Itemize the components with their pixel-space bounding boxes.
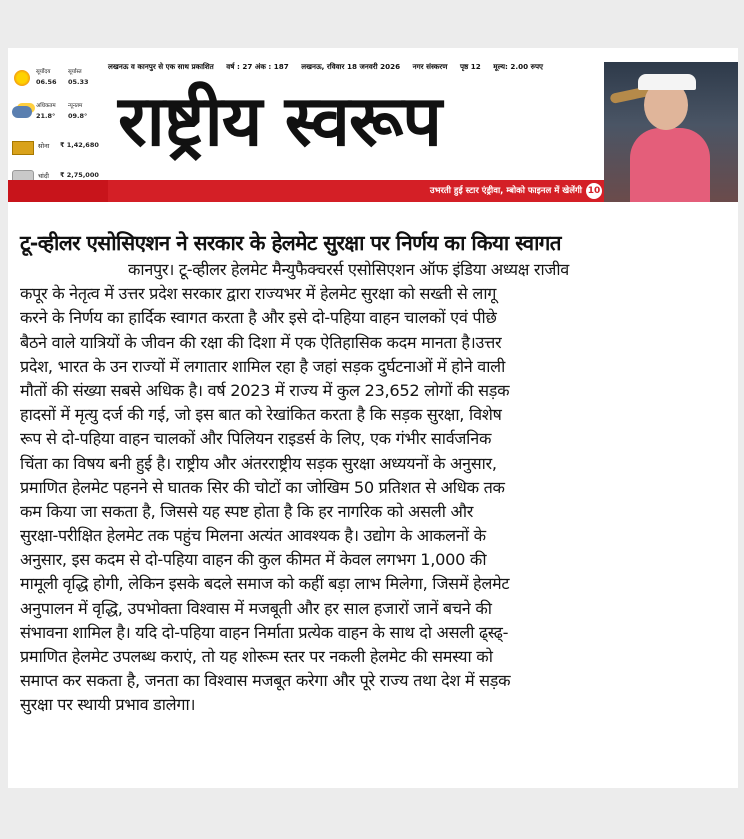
article-line: रूप से दो-पहिया वाहन चालकों और पिलियन राइडर्स के लिए, एक गंभीर सार्वजनिक	[20, 429, 492, 449]
article-line: संभावना शामिल है। यदि दो-पहिया वाहन निर्माता प्रत्येक वाहन के साथ दो असली ढ्स्ढ्-	[20, 622, 509, 642]
max-temp-label: अधिकतम	[36, 103, 56, 109]
sunrise-label: सूर्योदय	[36, 69, 51, 75]
silver-price: ₹ 2,75,000	[60, 171, 99, 179]
article-line: मामूली वृद्धि होगी, लेकिन इसके बदले समाज को कहीं बड़ा लाभ मिलेगा, जिसमें हेलमेट	[20, 574, 510, 594]
article-line: अनुसार, इस कदम से दो-पहिया वाहन की कुल कीमत में केवल लगभग 1,000 की	[20, 550, 487, 570]
teaser[interactable]	[430, 183, 602, 199]
article-line: प्रमाणित हेलमेट उपलब्ध कराएं, तो यह शोरूम स्तर पर नकली हेलमेट की समस्या को	[20, 647, 493, 666]
gold-price: ₹ 1,42,680	[60, 141, 99, 149]
silver-label: चांदी	[38, 172, 49, 180]
min-temp-label: न्यूनतम	[68, 103, 83, 109]
dateline-bar	[108, 62, 608, 76]
article-line: बैठने वाले यात्रियों के जीवन की रक्षा की दिशा में एक ऐतिहासिक कदम मानता है।उत्तर	[20, 332, 502, 352]
masthead	[8, 58, 738, 208]
article-line: चिंता का विषय बनी हुई है। राष्ट्रीय और अंतरराष्ट्रीय सड़क सुरक्षा अध्ययनों के अनुसार,	[20, 453, 497, 473]
sun-icon	[10, 68, 32, 88]
sunset-value: 05.33	[68, 78, 89, 86]
article-body	[20, 258, 732, 718]
page-count: पृष्ठ 12	[459, 62, 481, 71]
temperature-row	[8, 100, 108, 126]
volume-issue: वर्ष : 27 अंक : 187	[226, 62, 289, 71]
article-line: कपूर के नेतृत्व में उत्तर प्रदेश सरकार द्वारा राज्यभर में हेलमेट सुरक्षा को सख्ती से लागू	[20, 284, 497, 304]
newspaper-name: राष्ट्रीय स्वरूप	[118, 79, 442, 162]
article-line: कानपुर। टू-व्हीलर हेलमेट मैन्युफैक्चरर्स एसोसिएशन ऑफ इंडिया अध्यक्ष राजीव	[128, 260, 570, 279]
max-temp-value: 21.8°	[36, 112, 56, 120]
newspaper-page	[8, 48, 738, 788]
weather-panel	[8, 66, 108, 196]
article-line: करने के निर्णय का हार्दिक स्वागत करता है और इसे दो-पहिया वाहन चालकों एवं पीछे	[20, 308, 497, 328]
article-line: कम किया जा सकता है, जिससे यह स्पष्ट होता है कि हर नागरिक को असली और	[20, 501, 474, 521]
red-band-left	[8, 180, 108, 202]
teaser-page-number: 10	[586, 183, 602, 199]
sunrise-value: 06.56	[36, 78, 57, 86]
article-headline: टू-व्हीलर एसोसिएशन ने सरकार के हेलमेट सुरक्षा पर निर्णय का किया स्वागत	[20, 231, 561, 255]
tennis-player-photo	[604, 62, 738, 202]
article-line: सुरक्षा-परीक्षित हेलमेट तक पहुंच मिलना अत्यंत आवश्यक है। उद्योग के आकलनों के	[20, 526, 486, 546]
sun-row	[8, 66, 108, 92]
article-line: प्रमाणित हेलमेट पहनने से घातक सिर की चोटों का जोखिम 50 प्रतिशत से अधिक तक	[20, 477, 505, 497]
edition: नगर संस्करण	[412, 62, 448, 71]
red-band	[8, 180, 608, 202]
article-line: प्रदेश, भारत के उन राज्यों में लगातार शामिल रहा है जहां सड़क दुर्घटनाओं में होने वाली	[20, 356, 506, 376]
publication-note: लखनऊ व कानपुर से एक साथ प्रकाशित	[108, 62, 214, 71]
teaser-text: उभरती हुई स्टार एंड्रीवा, म्बोको फाइनल में खेलेंगी	[429, 186, 582, 196]
article-line: समाप्त कर सकता है, जनता का विश्वास मजबूत करेगा और पूरे राज्य तथा देश में सड़क	[20, 671, 511, 691]
min-temp-value: 09.8°	[68, 112, 88, 120]
gold-icon	[10, 136, 32, 156]
cloud-icon	[10, 102, 32, 122]
price: मूल्य: 2.00 रुपए	[493, 62, 544, 71]
article-line: हादसों में मृत्यु दर्ज की गई, जो इस बात को रेखांकित करता है कि सड़क सुरक्षा, विशेष	[20, 405, 502, 425]
date: लखनऊ, रविवार 18 जनवरी 2026	[301, 62, 401, 71]
article-line: मौतों की संख्या सबसे अधिक है। वर्ष 2023 में राज्य में कुल 23,652 लोगों की सड़क	[20, 380, 510, 400]
gold-label: सोना	[38, 142, 50, 150]
article-line: सुरक्षा पर स्थायी प्रभाव डालेगा।	[20, 695, 196, 715]
gold-row	[8, 134, 108, 160]
sunset-label: सूर्यास्त	[68, 69, 82, 75]
article-line: अनुपालन में वृद्धि, उपभोक्ता विश्वास में मजबूती और हर साल हजारों जानें बचने की	[20, 598, 492, 618]
